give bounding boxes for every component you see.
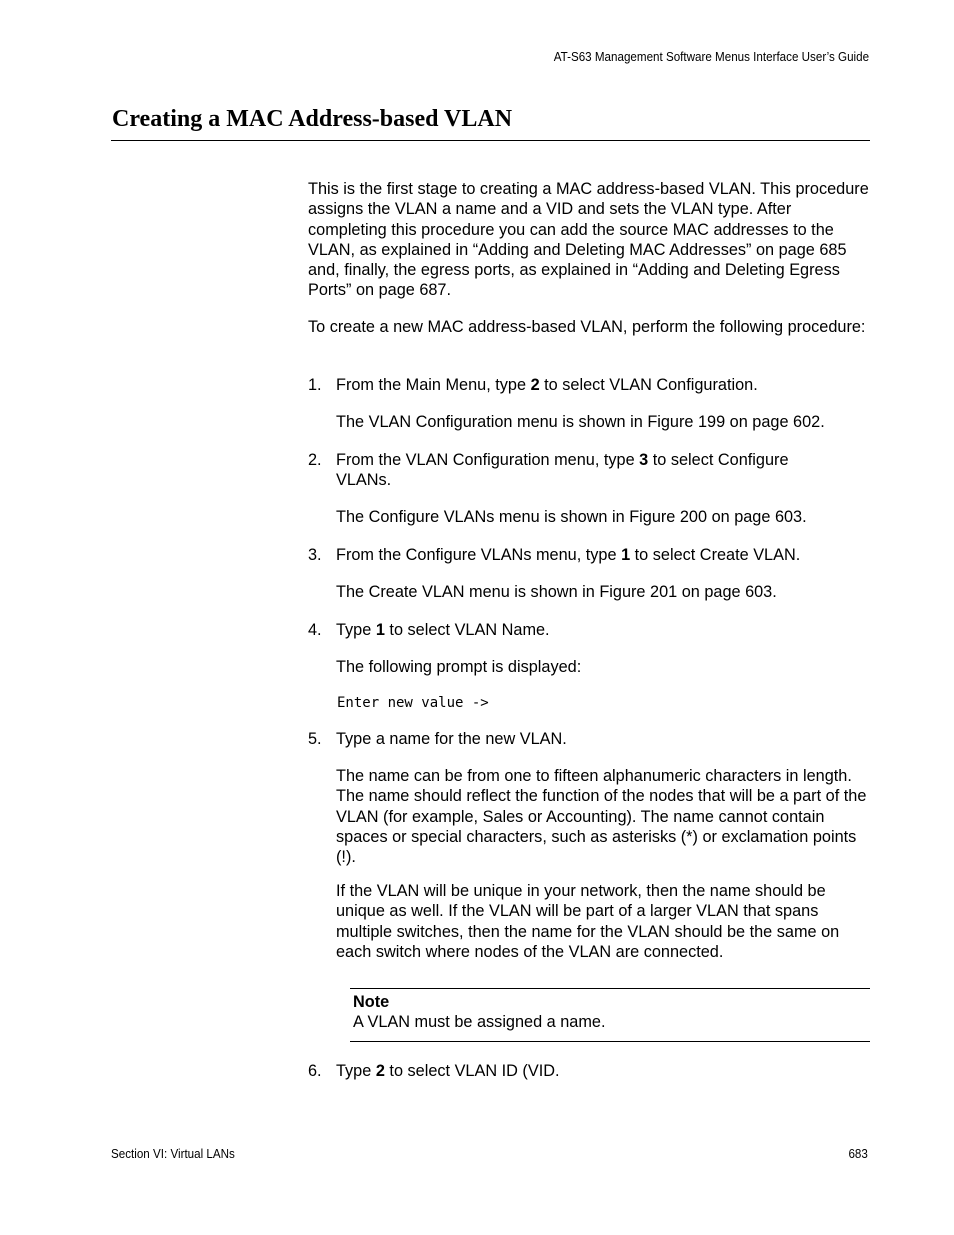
intro-procedure-paragraph: To create a new MAC address-based VLAN, perform the following procedure: — [308, 318, 866, 336]
step-number: 5. — [308, 730, 322, 748]
intro-paragraph: This is the first stage to creating a MAC address-based VLAN. This procedure assigns the VLAN a name and a VID and sets the VLAN type. After completing this procedure you can add the source MAC addresses to the VLAN, as explained in “Adding and Deleting MAC Addresses” on page 685 and, finally, the egress ports, as explained in “Adding and Deleting Egress Ports” on page 687. — [308, 180, 869, 300]
step-number: 3. — [308, 546, 322, 564]
footer-section: Section VI: Virtual LANs — [111, 1147, 235, 1161]
step-detail: The following prompt is displayed: — [336, 658, 582, 676]
step-detail: The name can be from one to fifteen alphanumeric characters in length. The name should reflect the function of the nodes that will be a part of the VLAN (for example, Sales or Accounting). The name cannot contain spaces or special characters, such as asterisks (*) or exclamation points (!). — [336, 767, 867, 867]
step-text: Type 2 to select VLAN ID (VID. — [336, 1062, 560, 1080]
step-text: From the VLAN Configuration menu, type 3 to select Configure VLANs. — [336, 451, 789, 490]
note-text: A VLAN must be assigned a name. — [353, 1013, 606, 1031]
step-detail: The VLAN Configuration menu is shown in Figure 199 on page 602. — [336, 413, 825, 431]
command-prompt: Enter new value -> — [337, 695, 489, 711]
note-top-rule — [350, 988, 870, 989]
step-key: 3 — [639, 451, 649, 469]
title-rule — [111, 140, 870, 141]
step-key: 2 — [375, 1062, 385, 1080]
step-text: From the Main Menu, type 2 to select VLAN Configuration. — [336, 376, 758, 394]
running-header: AT-S63 Management Software Menus Interface User’s Guide — [553, 50, 869, 64]
step-detail: The Configure VLANs menu is shown in Figure 200 on page 603. — [336, 508, 807, 526]
note-bottom-rule — [350, 1041, 870, 1042]
step-text: From the Configure VLANs menu, type 1 to select Create VLAN. — [336, 546, 801, 564]
step-detail: If the VLAN will be unique in your network, then the name should be unique as well. If the VLAN will be part of a larger VLAN that spans multiple switches, then the name for the VLAN should be the same on each switch where nodes of the VLAN are connected. — [336, 882, 840, 961]
section-title: Creating a MAC Address-based VLAN — [112, 106, 513, 132]
step-key: 1 — [621, 546, 631, 564]
step-number: 6. — [308, 1062, 322, 1080]
page-number: 683 — [848, 1147, 868, 1161]
step-text: Type 1 to select VLAN Name. — [336, 621, 550, 639]
step-detail: The Create VLAN menu is shown in Figure 201 on page 603. — [336, 583, 777, 601]
step-key: 1 — [375, 621, 385, 639]
step-number: 4. — [308, 621, 322, 639]
note-label: Note — [353, 993, 390, 1011]
step-text: Type a name for the new VLAN. — [336, 730, 567, 748]
step-number: 1. — [308, 376, 322, 394]
step-key: 2 — [530, 376, 540, 394]
step-number: 2. — [308, 451, 322, 469]
